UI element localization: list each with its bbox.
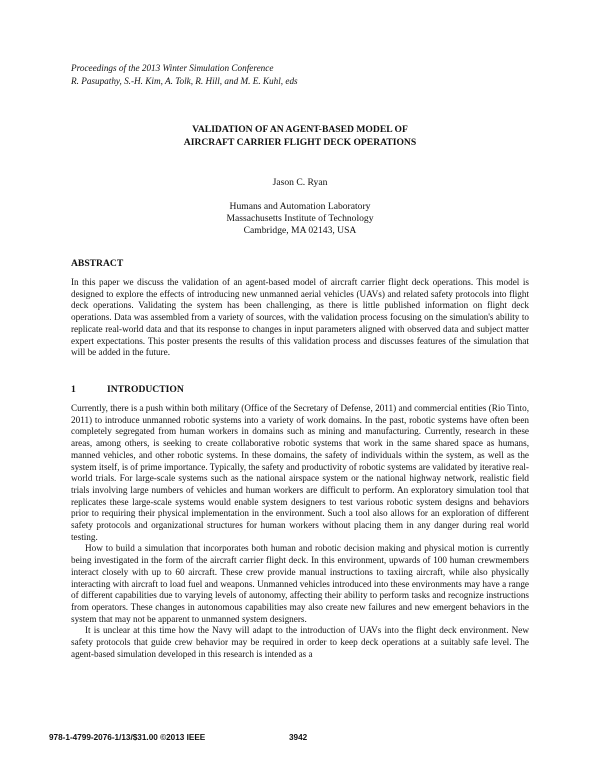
proceedings-header	[71, 62, 298, 87]
author-name: Jason C. Ryan	[272, 177, 328, 188]
section-number: 1	[71, 384, 76, 395]
editors-line: R. Pasupathy, S.-H. Kim, A. Tolk, R. Hill, and M. E. Kuhl, eds	[71, 75, 298, 86]
section-title: INTRODUCTION	[107, 384, 184, 395]
footer-page-number: 3942	[289, 733, 308, 742]
section-heading-introduction	[71, 384, 184, 395]
introduction-body	[71, 403, 529, 660]
title-line-2: AIRCRAFT CARRIER FLIGHT DECK OPERATIONS	[183, 137, 417, 148]
intro-paragraph-2: How to build a simulation that incorporates both human and robotic decision making and physical motion is currently being investigated in the form of the aircraft carrier flight deck. In this environment, upwards of 100 human crewmembers interact closely with up to 60 aircraft. These crew provide manual instructions to taxiing aircraft, while also physically interacting with aircraft to load fuel and weapons. Unmanned vehicles introduced into these environments may have a range of different capabilities due to varying levels of autonomy, affecting their ability to perform tasks and recognize instructions from operators. These changes in autonomous capabilities may also create new failures and new emergent behaviors in the system that may not be apparent to unmanned system designers.	[71, 543, 529, 624]
title-line-1: VALIDATION OF AN AGENT-BASED MODEL OF	[192, 124, 408, 135]
conference-name: Proceedings of the 2013 Winter Simulation Conference	[71, 63, 274, 73]
affiliation-institute: Massachusetts Institute of Technology	[226, 213, 374, 225]
intro-paragraph-1: Currently, there is a push within both military (Office of the Secretary of Defense, 2011) and commercial entities (Rio Tinto, 2011) to introduce unmanned robotic systems into a variety of work domains. In the past, robotic systems have often been completely segregated from human workers in domains such as mining and manufacturing. Currently, research in these areas, among others, is seeking to create collaborative robotic systems that work in the same shared space as humans, manned vehicles, and other robotic systems. In these domains, the safety of individuals within the system, as well as the system itself, is of prime importance. Typically, the safety and productivity of robotic systems are validated by iterative real-world trials. For large-scale systems such as the national airspace system or the national highway network, realistic field trials involving large numbers of vehicles and human workers are difficult to perform. An exploratory simulation tool that replicates these large-scale systems would enable system designers to test various robotic system designs and behaviors prior to requiring their physical implementation in the environment. Such a tool also allows for an exploration of different safety protocols and organizational structures for human workers without placing them in any danger during real world testing.	[71, 403, 529, 542]
footer-isbn: 978-1-4799-2076-1/13/$31.00 ©2013 IEEE	[49, 733, 206, 742]
author-affiliation	[0, 201, 600, 238]
paper-title	[0, 123, 600, 149]
affiliation-address: Cambridge, MA 02143, USA	[243, 225, 357, 237]
abstract-text: In this paper we discuss the validation of an agent-based model of aircraft carrier flight deck operations. This model is designed to explore the effects of introducing new unmanned aerial vehicles (UAVs) and related safety protocols into flight deck operations. Validating the system has been challenging, as there is little published information on flight deck operations. Data was assembled from a variety of sources, with the validation process focusing on the simulation's ability to replicate real-world data and that its response to changes in input parameters aligned with observed data and subject matter expert expectations. This poster presents the results of this validation process and discusses features of the simulation that will be added in the future.	[71, 277, 529, 358]
affiliation-lab: Humans and Automation Laboratory	[229, 201, 371, 212]
intro-paragraph-3: It is unclear at this time how the Navy will adapt to the introduction of UAVs into the flight deck environment. New safety protocols that guide crew behavior may be required in order to keep deck operations at a suitably safe level. The agent-based simulation developed in this research is intended as a	[71, 625, 529, 659]
abstract-heading: ABSTRACT	[71, 258, 124, 269]
